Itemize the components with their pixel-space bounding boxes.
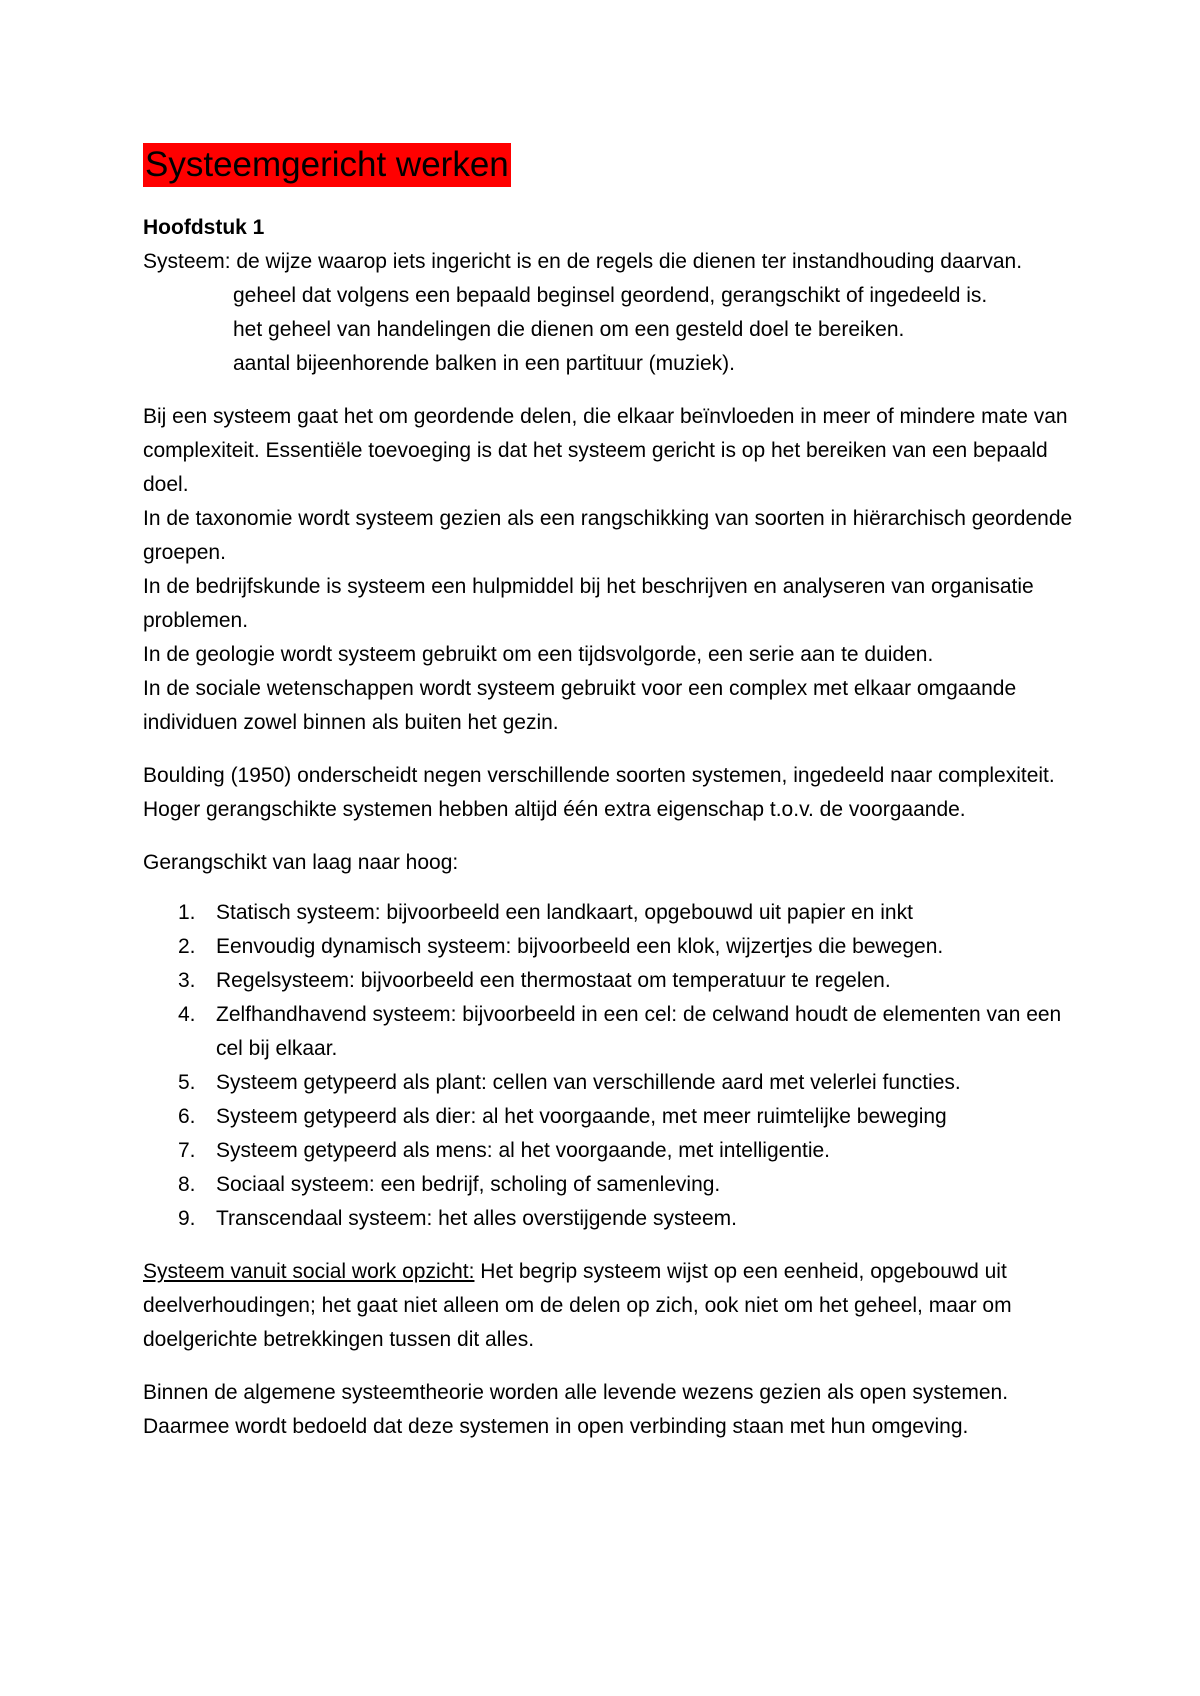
social-work-label: Systeem vanuit social work opzicht: bbox=[143, 1260, 475, 1283]
list-item-text: Regelsysteem: bijvoorbeeld een thermostaat om temperatuur te regelen. bbox=[216, 969, 891, 992]
paragraph-taxonomy: In de taxonomie wordt systeem gezien als een rangschikking van soorten in hiërarchisch geordende groepen. bbox=[143, 507, 1073, 564]
list-number: 2. bbox=[178, 935, 196, 958]
paragraph-social-sciences: In de sociale wetenschappen wordt systeem gebruikt voor een complex met elkaar omgaande individuen zowel binnen als buiten het gezin. bbox=[143, 677, 1017, 734]
list-number: 3. bbox=[178, 969, 196, 992]
definition-text: Systeem: de wijze waarop iets ingericht is en de regels die dienen ter instandhouding daarvan. bbox=[143, 250, 1023, 273]
paragraph-boulding: Boulding (1950) onderscheidt negen verschillende soorten systemen, ingedeeld naar complexiteit. Hoger gerangschikte systemen hebben altijd één extra eigenschap t.o.v. de voorgaande. bbox=[143, 764, 1055, 821]
list-number: 8. bbox=[178, 1173, 196, 1196]
list-item-text: Zelfhandhavend systeem: bijvoorbeeld in een cel: de celwand houdt de elementen van een cel bij elkaar. bbox=[216, 1003, 1062, 1060]
list-number: 1. bbox=[178, 901, 196, 924]
list-number: 7. bbox=[178, 1139, 196, 1162]
list-number: 5. bbox=[178, 1071, 196, 1094]
paragraph-open-systems: Binnen de algemene systeemtheorie worden alle levende wezens gezien als open systemen. Daarmee wordt bedoeld dat deze systemen in open verbinding staan met hun omgeving. bbox=[143, 1381, 1009, 1438]
paragraph-business: In de bedrijfskunde is systeem een hulpmiddel bij het beschrijven en analyseren van organisatie problemen. bbox=[143, 575, 1034, 632]
system-levels-list bbox=[143, 896, 1073, 1236]
document-title: Systeemgericht werken bbox=[143, 143, 511, 187]
list-item bbox=[143, 1134, 1073, 1168]
list-number: 9. bbox=[178, 1207, 196, 1230]
chapter-heading: Hoofdstuk 1 bbox=[143, 216, 265, 239]
list-item bbox=[143, 896, 1073, 930]
list-number: 6. bbox=[178, 1105, 196, 1128]
definition-sub-2: het geheel van handelingen die dienen om een gesteld doel te bereiken. bbox=[233, 318, 905, 341]
paragraph-ordered-parts: Bij een systeem gaat het om geordende delen, die elkaar beïnvloeden in meer of mindere mate van complexiteit. Essentiële toevoeging is dat het systeem gericht is op het bereiken van een bepaald doel. bbox=[143, 405, 1068, 496]
list-item-text: Eenvoudig dynamisch systeem: bijvoorbeeld een klok, wijzertjes die bewegen. bbox=[216, 935, 944, 958]
list-item-text: Transcendaal systeem: het alles overstijgende systeem. bbox=[216, 1207, 737, 1230]
list-item bbox=[143, 930, 1073, 964]
definition-sub-3: aantal bijeenhorende balken in een partituur (muziek). bbox=[233, 352, 735, 375]
ranking-intro: Gerangschikt van laag naar hoog: bbox=[143, 851, 459, 874]
definition-sub-1: geheel dat volgens een bepaald beginsel geordend, gerangschikt of ingedeeld is. bbox=[233, 284, 988, 307]
document-page bbox=[143, 143, 1073, 1444]
list-item bbox=[143, 1100, 1073, 1134]
list-item bbox=[143, 1202, 1073, 1236]
social-work-text: Het begrip systeem wijst op een eenheid, opgebouwd uit deelverhoudingen; het gaat niet alleen om de delen op zich, ook niet om het geheel, maar om doelgerichte betrekkingen tussen dit alles. bbox=[143, 1260, 1012, 1351]
list-item-text: Statisch systeem: bijvoorbeeld een landkaart, opgebouwd uit papier en inkt bbox=[216, 901, 913, 924]
list-item bbox=[143, 998, 1073, 1066]
list-item-text: Systeem getypeerd als plant: cellen van verschillende aard met velerlei functies. bbox=[216, 1071, 961, 1094]
list-item-text: Sociaal systeem: een bedrijf, scholing of samenleving. bbox=[216, 1173, 721, 1196]
list-item bbox=[143, 1066, 1073, 1100]
list-item-text: Systeem getypeerd als dier: al het voorgaande, met meer ruimtelijke beweging bbox=[216, 1105, 947, 1128]
list-item bbox=[143, 1168, 1073, 1202]
list-number: 4. bbox=[178, 1003, 196, 1026]
paragraph-social-work bbox=[143, 1255, 1073, 1357]
paragraph-geology: In de geologie wordt systeem gebruikt om een tijdsvolgorde, een serie aan te duiden. bbox=[143, 643, 934, 666]
list-item bbox=[143, 964, 1073, 998]
list-item-text: Systeem getypeerd als mens: al het voorgaande, met intelligentie. bbox=[216, 1139, 831, 1162]
